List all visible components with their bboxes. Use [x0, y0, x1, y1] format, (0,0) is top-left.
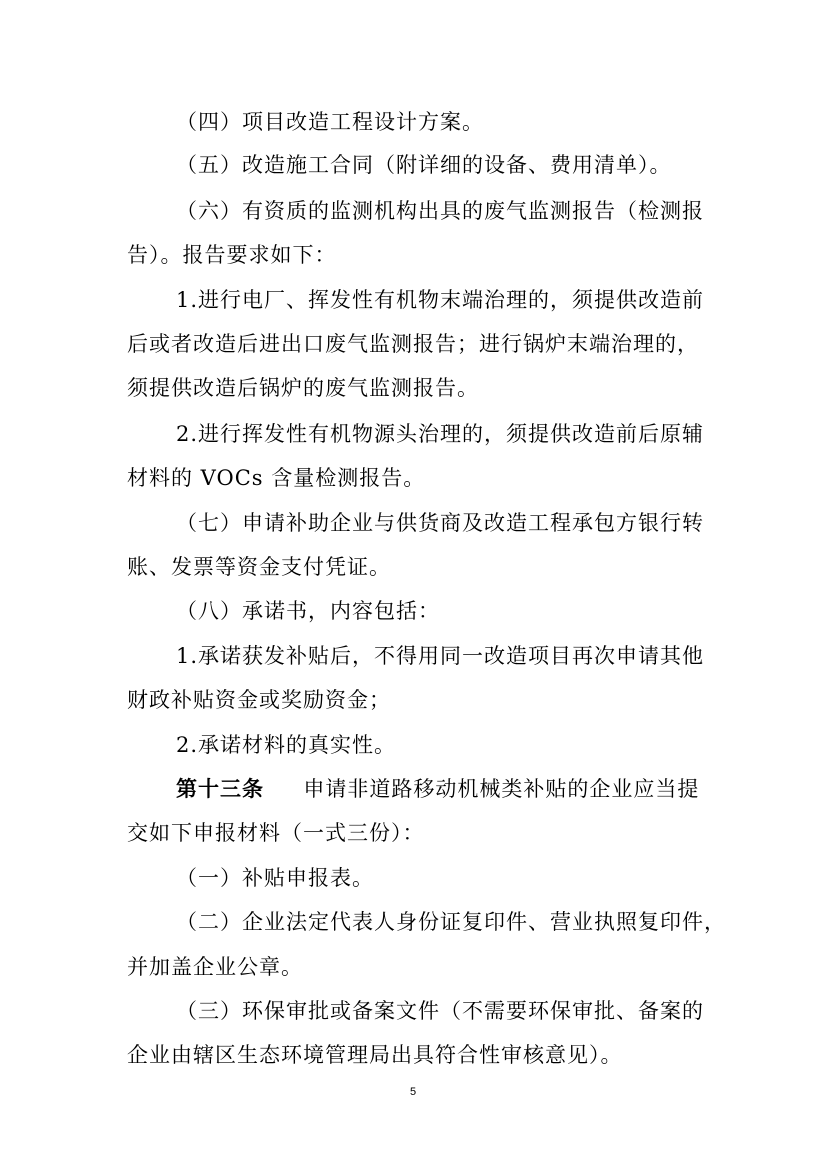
article-line — [176, 775, 699, 803]
paragraph-line: 1.进行电厂、挥发性有机物末端治理的，须提供改造前 — [176, 288, 705, 312]
article-heading: 第十三条 — [176, 777, 264, 801]
paragraph-line: 须提供改造后锅炉的废气监测报告。 — [127, 376, 479, 400]
paragraph-line: （一）补贴申报表。 — [176, 866, 374, 890]
paragraph-line: 2.承诺材料的真实性。 — [176, 733, 397, 757]
paragraph-line: 财政补贴资金或奖励资金； — [127, 688, 391, 712]
paragraph-line: 告）。报告要求如下： — [127, 243, 337, 267]
paragraph-line: 账、发票等资金支付凭证。 — [127, 555, 391, 579]
paragraph-line: 并加盖企业公章。 — [127, 955, 303, 979]
paragraph-line: 企业由辖区生态环境管理局出具符合性审核意见）。 — [127, 1043, 623, 1067]
article-text: 申请非道路移动机械类补贴的企业应当提 — [303, 777, 700, 801]
paragraph-line: 交如下申报材料（一式三份）： — [127, 821, 425, 845]
paragraph-line: （五）改造施工合同（附详细的设备、费用清单）。 — [176, 153, 672, 177]
paragraph-line: 材料的 VOCs 含量检测报告。 — [127, 466, 426, 490]
paragraph-line: 后或者改造后进出口废气监测报告；进行锅炉末端治理的， — [127, 332, 699, 356]
paragraph-line: （三）环保审批或备案文件（不需要环保审批、备案的 — [176, 999, 704, 1023]
paragraph-line: （六）有资质的监测机构出具的废气监测报告（检测报 — [176, 199, 704, 223]
paragraph-line: （七）申请补助企业与供货商及改造工程承包方银行转 — [176, 511, 704, 535]
paragraph-line: 1.承诺获发补贴后，不得用同一改造项目再次申请其他 — [176, 644, 705, 668]
paragraph-line: （二）企业法定代表人身份证复印件、营业执照复印件， — [176, 910, 726, 934]
paragraph-line: （四）项目改造工程设计方案。 — [176, 110, 484, 134]
page-number: 5 — [409, 1086, 417, 1098]
paragraph-line: （八）承诺书，内容包括： — [176, 599, 440, 623]
paragraph-line: 2.进行挥发性有机物源头治理的，须提供改造前后原辅 — [176, 422, 705, 446]
